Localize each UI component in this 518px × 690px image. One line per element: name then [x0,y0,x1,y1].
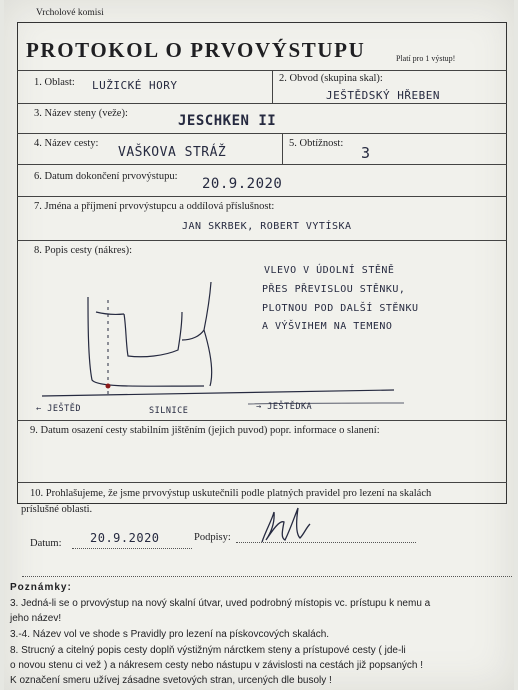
notes-line: 3. Jedná-li se o prvovýstup na nový skalní útvar, uved podrobný místopis vc. prístupu k nemu a [10,598,431,609]
notes-line: 3.-4. Název vol ve shode s Pravidly pro lezení na pískovcových skalách. [10,629,330,640]
signature [4,0,514,690]
anchors-label: 9. Datum osazení cesty stabilním jištěním (jejich puvod) popr. informace o slanení: [30,425,380,436]
notes-line: K označení smeru užívej zásadne svetových stran, urcených dle busoly ! [10,675,332,686]
sign-date-value: 20.9.2020 [90,531,160,545]
declaration-line: príslušné oblasti. [21,504,93,515]
notes-heading: Poznámky: [10,582,72,593]
district-value: JEŠTĚDSKÝ HŘEBEN [326,89,440,102]
difficulty-value: 3 [361,144,371,162]
area-value: LUŽICKÉ HORY [92,79,178,92]
description-label: 8. Popis cesty (nákres): [34,245,132,256]
valid-note: Platí pro 1 výstup! [396,54,456,63]
separator-dotted-line [22,576,512,577]
difficulty-label: 5. Obtížnost: [289,138,344,149]
sign-date-label: Datum: [30,538,62,549]
signature-stroke [262,508,310,542]
notes-line: 8. Strucný a citelný popis cesty doplň výstižným nárctkem steny a prístupové cesty ( jde-li [10,645,406,656]
description-line: VLEVO V ÚDOLNÍ STĚNĚ [264,265,395,276]
notes-line: o novou stenu ci vež ) a nákresem cesty nebo nástupu v závislosti na cestách již popsaných ! [10,660,423,671]
notes-line: jeho název! [10,613,62,624]
district-label: 2. Obvod (skupina skal): [279,73,383,84]
form-title: PROTOKOL O PRVOVÝSTUPU [26,38,366,62]
committee-label: Vrcholové komisi [36,8,104,18]
signature-label: Podpisy: [194,532,231,543]
sketch-label-right: → JEŠTĚDKA [256,402,313,412]
route-value: VAŠKOVA STRÁŽ [118,145,227,160]
date-value: 20.9.2020 [202,176,283,192]
names-label: 7. Jména a příjmení prvovýstupcu a oddílová příslušnost: [34,201,275,212]
area-label: 1. Oblast: [34,77,75,88]
wall-label: 3. Název steny (veže): [34,108,128,119]
route-label: 4. Název cesty: [34,138,99,149]
form-sheet [4,0,514,690]
declaration-line: 10. Prohlašujeme, že jsme prvovýstup uskutečnili podle platných pravidel pro lezení na skalách [30,488,432,499]
sketch-label-left: ← JEŠTĚD [36,404,81,414]
sketch-label-road: SILNICE [149,406,189,416]
description-line: PLOTNOU POD DALŠÍ STĚNKU [262,303,419,314]
date-label: 6. Datum dokončení prvovýstupu: [34,171,178,182]
description-line: PŘES PŘEVISLOU STĚNKU, [262,284,406,295]
names-value: JAN SKRBEK, ROBERT VYTÍSKA [182,221,352,232]
wall-value: JESCHKEN II [178,113,277,129]
description-line: A VÝŠVIHEM NA TEMENO [262,321,393,332]
